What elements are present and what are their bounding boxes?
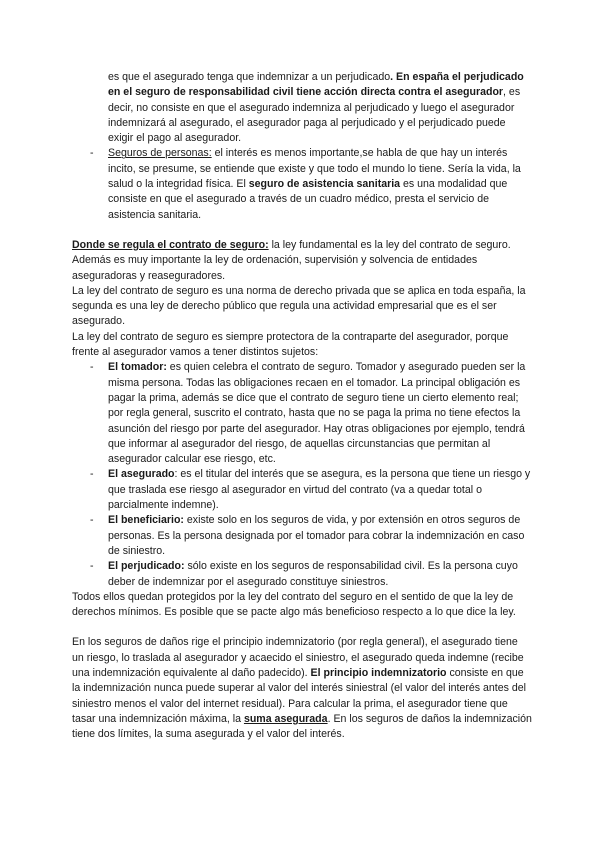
bullet-dash: - (90, 361, 94, 374)
text-span: es una modalidad que consiste en que el asegurado a través de un cuadro médico, presta el servicio de asistencia sanitaria. (108, 178, 508, 221)
text-span: En los seguros de daños rige el principio indemnizatorio (por regla general), el asegurado tiene un riesgo, lo traslada al asegurador y acaecido el siniestro, el asegurado queda indemne (recibe una indemnización equivalente al daño padecido). (72, 636, 524, 679)
document-page (72, 70, 532, 742)
paragraph-protegidos: Todos ellos quedan protegidos por la ley del contrato del seguro en el sentido de que la ley de derechos mínimos. Es posible que se pacte algo más beneficioso respecto a lo que dice la ley. (72, 590, 516, 619)
paragraph-regula (72, 238, 532, 284)
paragraph-seguros-danos (72, 635, 532, 742)
paragraph-ley-privada: La ley del contrato de seguro es una norma de derecho privada que se aplica en toda españa, la segunda es una ley de derecho público que regula una actividad empresarial que es el ser asegurado. (72, 284, 526, 328)
bullet-list-personas (72, 146, 532, 222)
text-span: , es decir, no consiste en que el asegurado indemniza al perjudicado y luego el asegurador indemnizará al asegurado, el asegurador paga al perjudicado y el perjudicado puede exigir el pago al asegurador. (108, 86, 521, 145)
text-span: es quien celebra el contrato de seguro. Tomador y asegurado pueden ser la misma persona. Todas las obligaciones recaen en el tomador. La principal obligación es pagar la prima, además se dice que el contrato de seguro tiene un cierto elemento real; por regla general, suscrito el contrato, hasta que no se paga la prima no tiene efectos la asunción del riesgo por parte del asegurador. Hay otras obligaciones por ejemplo, tendrá que informar al asegurador del riesgo, de aquellas circunstancias que permitan al asegurador calcular ese riesgo, etc. (108, 361, 526, 466)
bold-underlined-term: suma asegurada (243, 712, 328, 725)
section-heading: Donde se regula el contrato de seguro: (72, 238, 269, 251)
text-span: el interés es menos importante,se habla de que hay un interés incito, se presume, se entiende que existe y que todo el mundo lo tiene. Sería la vida, la salud o la integridad física. El (108, 147, 521, 191)
list-item-beneficiario (72, 513, 532, 559)
bullet-list-sujetos (72, 360, 532, 589)
list-item-asegurado (72, 467, 532, 513)
text-span: consiste en que la indemnización nunca puede superar al valor del interés siniestral (el valor del interés antes del siniestro menos el valor del internet residual). Para calcular la prima, el asegurador tiene que tasar una indemnización máxima, la (72, 666, 527, 725)
bullet-dash: - (90, 147, 94, 160)
bullet-dash: - (90, 468, 94, 481)
text-span: sólo existe en los seguros de responsabilidad civil. Es la persona cuyo deber de indemnizar por el asegurado constituye siniestros. (108, 560, 518, 588)
bullet-dash: - (90, 560, 94, 573)
bold-text: El principio indemnizatorio (310, 666, 447, 679)
paragraph-protectora: La ley del contrato de seguro es siempre protectora de la contraparte del asegurador, porque frente al asegurador vamos a tener distintos sujetos: (72, 330, 509, 359)
bold-term: El tomador: (108, 361, 167, 374)
paragraph-gap (72, 223, 532, 238)
paragraph-responsabilidad-civil (72, 70, 532, 146)
bold-text: seguro de asistencia sanitaria (248, 178, 401, 191)
text-span: . En los seguros de daños la indemnización tiene dos límites, la suma asegurada y el valor del interés. (72, 712, 532, 741)
text-span: la ley fundamental es la ley del contrato de seguro. Además es muy importante la ley de ordenación, supervisión y solvencia de entidades aseguradoras y reaseguradores. (72, 238, 511, 282)
paragraph-gap (72, 620, 532, 635)
text-span: es que el asegurado tenga que indemnizar a un perjudicado (108, 71, 391, 83)
bold-text: . En españa el perjudicado en el seguro de responsabilidad civil tiene acción directa contra el asegurador (108, 71, 524, 99)
bullet-dash: - (90, 514, 94, 527)
list-item-perjudicado (72, 559, 532, 590)
text-span: existe solo en los seguros de vida, y por extensión en otros seguros de personas. Es la persona designada por el tomador para cobrar la indemnización en caso de siniestro. (108, 514, 525, 557)
list-item (72, 146, 532, 222)
bold-term: El beneficiario: (108, 514, 184, 527)
underlined-term: Seguros de personas: (108, 147, 212, 160)
bold-term: El asegurado (108, 468, 175, 481)
list-item-tomador (72, 360, 532, 467)
bold-term: El perjudicado: (108, 560, 185, 573)
text-span: : es el titular del interés que se asegura, es la persona que tiene un riesgo y que traslada ese riesgo al asegurador en virtud del contrato (va a quedar total o parcialmente indemne). (108, 468, 531, 512)
